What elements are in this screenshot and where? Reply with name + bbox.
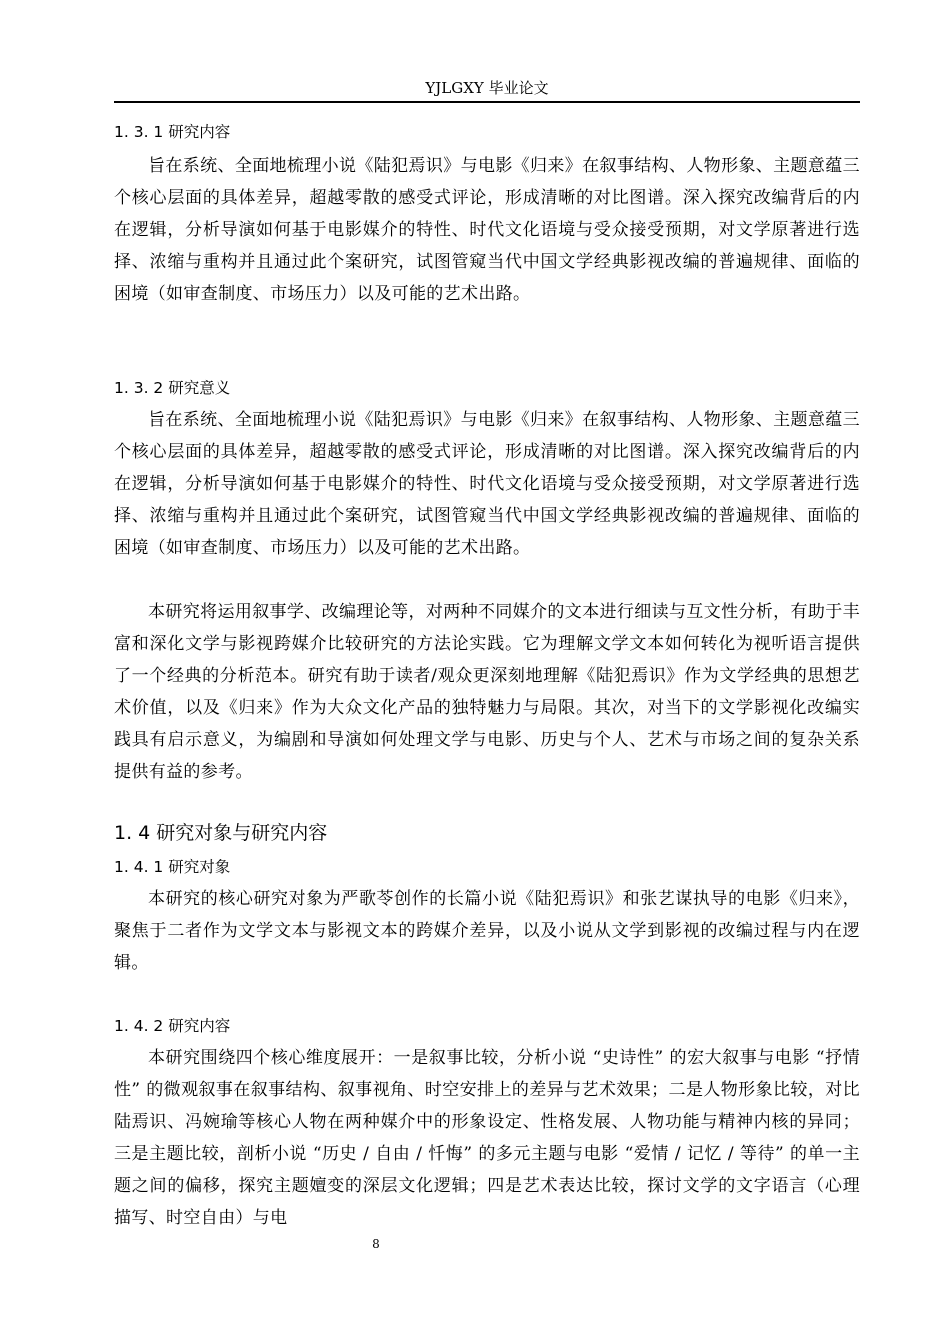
paragraph-1-3-1: 旨在系统、全面地梳理小说《陆犯焉识》与电影《归来》在叙事结构、人物形象、主题意蕴三个核心层面的具体差异，超越零散的感受式评论，形成清晰的对比图谱。深入探究改编背后的内在逻辑，分析导演如何基于电影媒介的特性、时代文化语境与受众接受预期，对文学原著进行选择、浓缩与重构并且通过此个案研究，试图管窥当代中国文学经典影视改编的普遍规律、面临的困境（如审查制度、市场压力）以及可能的艺术出路。: [114, 156, 860, 304]
paragraph-1-4-1: 本研究的核心研究对象为严歌苓创作的长篇小说《陆犯焉识》和张艺谋执导的电影《归来》，聚焦于二者作为文学文本与影视文本的跨媒介差异，以及小说从文学到影视的改编过程与内在逻辑。: [114, 889, 860, 973]
paragraph-1-3-2-b: 本研究将运用叙事学、改编理论等，对两种不同媒介的文本进行细读与互文性分析，有助于丰富和深化文学与影视跨媒介比较研究的方法论实践。它为理解文学文本如何转化为视听语言提供了一个经典的分析范本。研究有助于读者/观众更深刻地理解《陆犯焉识》作为文学经典的思想艺术价值，以及《归来》作为大众文化产品的独特魅力与局限。其次，对当下的文学影视化改编实践具有启示意义，为编剧和导演如何处理文学与电影、历史与个人、艺术与市场之间的复杂关系提供有益的参考。: [114, 602, 860, 782]
running-header: YJLGXY 毕业论文: [425, 79, 549, 97]
page-number: 8: [372, 1237, 380, 1251]
heading-1-4: 1. 4 研究对象与研究内容: [114, 822, 328, 844]
heading-1-4-1: 1. 4. 1 研究对象: [114, 858, 231, 876]
paragraph-1-3-2-a: 旨在系统、全面地梳理小说《陆犯焉识》与电影《归来》在叙事结构、人物形象、主题意蕴三个核心层面的具体差异，超越零散的感受式评论，形成清晰的对比图谱。深入探究改编背后的内在逻辑，分析导演如何基于电影媒介的特性、时代文化语境与受众接受预期，对文学原著进行选择、浓缩与重构并且通过此个案研究，试图管窥当代中国文学经典影视改编的普遍规律、面临的困境（如审查制度、市场压力）以及可能的艺术出路。: [114, 410, 860, 558]
heading-1-4-2: 1. 4. 2 研究内容: [114, 1017, 231, 1035]
paragraph-1-4-2: 本研究围绕四个核心维度展开：一是叙事比较，分析小说 “史诗性” 的宏大叙事与电影 “抒情性” 的微观叙事在叙事结构、叙事视角、时空安排上的差异与艺术效果；二是人物形象比较，对比陆焉识、冯婉瑜等核心人物在两种媒介中的形象设定、性格发展、人物功能与精神内核的异同；三是主题比较，剖析小说 “历史 / 自由 / 忏悔” 的多元主题与电影 “爱情 / 记忆 / 等待” 的单一主题之间的偏移，探究主题嬗变的深层文化逻辑；四是艺术表达比较，探讨文学的文字语言（心理描写、时空自由）与电: [114, 1048, 860, 1228]
heading-1-3-2: 1. 3. 2 研究意义: [114, 379, 231, 397]
header-rule: [114, 101, 860, 103]
heading-1-3-1: 1. 3. 1 研究内容: [114, 123, 231, 141]
